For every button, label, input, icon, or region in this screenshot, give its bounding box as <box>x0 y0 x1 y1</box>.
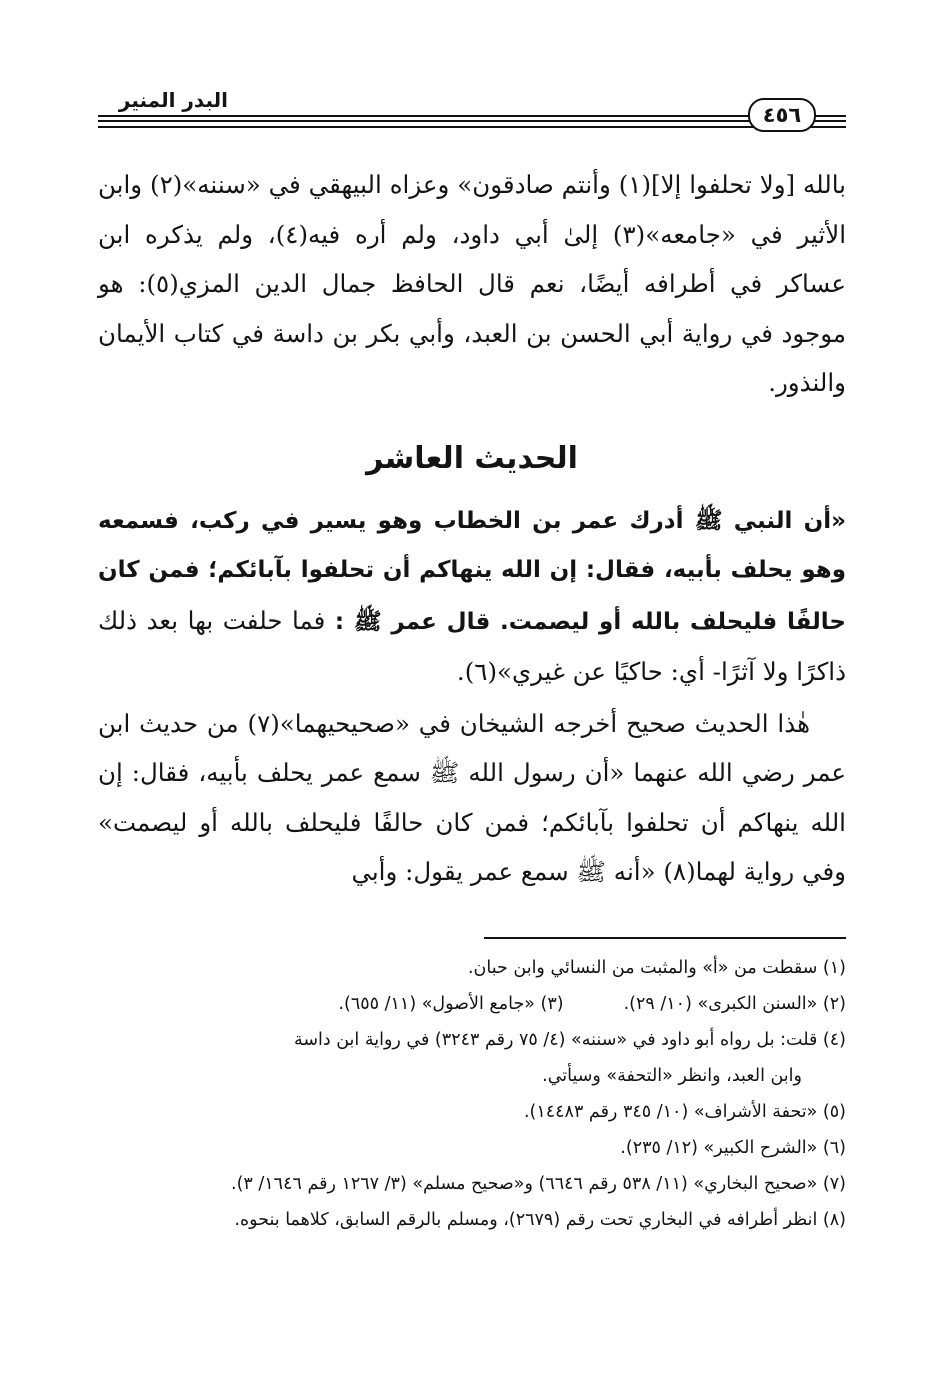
footnotes <box>98 950 846 1238</box>
footnote-continuation: وابن العبد، وانظر «التحفة» وسيأتي. <box>542 1066 802 1086</box>
page-number: ٤٥٦ <box>748 98 816 132</box>
footnote-separator <box>484 937 846 939</box>
book-title: البدر المنير <box>113 88 234 112</box>
footnote: (٤) قلت: بل رواه أبو داود في «سننه» (٤/ ٧٥ رقم ٣٢٤٣) في رواية ابن داسة <box>293 1030 846 1050</box>
running-header <box>98 88 846 134</box>
hadith-bold: «أن النبي ﷺ أدرك عمر بن الخطاب وهو يسير في ركب، فسمعه وهو يحلف بأبيه، فقال: إن الله ينهاكم أن تحلفوا بآبائكم؛ فمن كان حالفًا فليحلف بالله أو ليصمت. قال عمر ﷺ : <box>98 507 846 635</box>
footnote: (٨) انظر أطرافه في البخاري تحت رقم (٢٦٧٩)، ومسلم بالرقم السابق، كلاهما بنحوه. <box>234 1210 846 1230</box>
section-heading: الحديث العاشر <box>366 440 578 476</box>
footnote: (١) سقطت من «أ» والمثبت من النسائي وابن حبان. <box>467 958 846 978</box>
hadith-text <box>98 497 846 699</box>
footnote: (٢) «السنن الكبرى» (١٠/ ٢٩). <box>623 994 846 1014</box>
footnote: (٣) «جامع الأصول» (١١/ ٦٥٥). <box>338 994 564 1014</box>
header-rule <box>98 126 846 128</box>
header-rule <box>98 115 846 117</box>
footnote-pair <box>98 986 846 1022</box>
paragraph-commentary: هٰذا الحديث صحيح أخرجه الشيخان في «صحيحيهما»(٧) من حديث ابن عمر رضي الله عنهما «أن رسول الله ﷺ سمع عمر يحلف بأبيه، فقال: إن الله ينهاكم أن تحلفوا بآبائكم؛ فمن كان حالفًا فليحلف بالله أو ليصمت» وفي رواية لهما(٨) «أنه ﷺ سمع عمر يقول: وأبي <box>98 708 846 886</box>
main-text <box>98 160 846 897</box>
paragraph-intro: بالله [ولا تحلفوا إلا](١) وأنتم صادقون» وعزاه البيهقي في «سننه»(٢) وابن الأثير في «جامعه»(٣) إلىٰ أبي داود، ولم أره فيه(٤)، ولم يذكره ابن عساكر في أطرافه أيضًا، نعم قال الحافظ جمال الدين المزي(٥): هو موجود في رواية أبي الحسن بن العبد، وأبي بكر بن داسة في كتاب الأيمان والنذور. <box>98 170 846 397</box>
footnote: (٧) «صحيح البخاري» (١١/ ٥٣٨ رقم ٦٦٤٦) و«صحيح مسلم» (٣/ ١٢٦٧ رقم ١٦٤٦/ ٣). <box>231 1174 846 1194</box>
footnote: (٦) «الشرح الكبير» (١٢/ ٢٣٥). <box>620 1138 846 1158</box>
footnote: (٥) «تحفة الأشراف» (١٠/ ٣٤٥ رقم ١٤٤٨٣). <box>523 1102 846 1122</box>
header-rule <box>98 120 846 122</box>
hadith-plain: فما حلفت بها بعد ذلك ذاكرًا ولا آثرًا- أي: حاكيًا عن غيري»(٦). <box>98 605 846 686</box>
